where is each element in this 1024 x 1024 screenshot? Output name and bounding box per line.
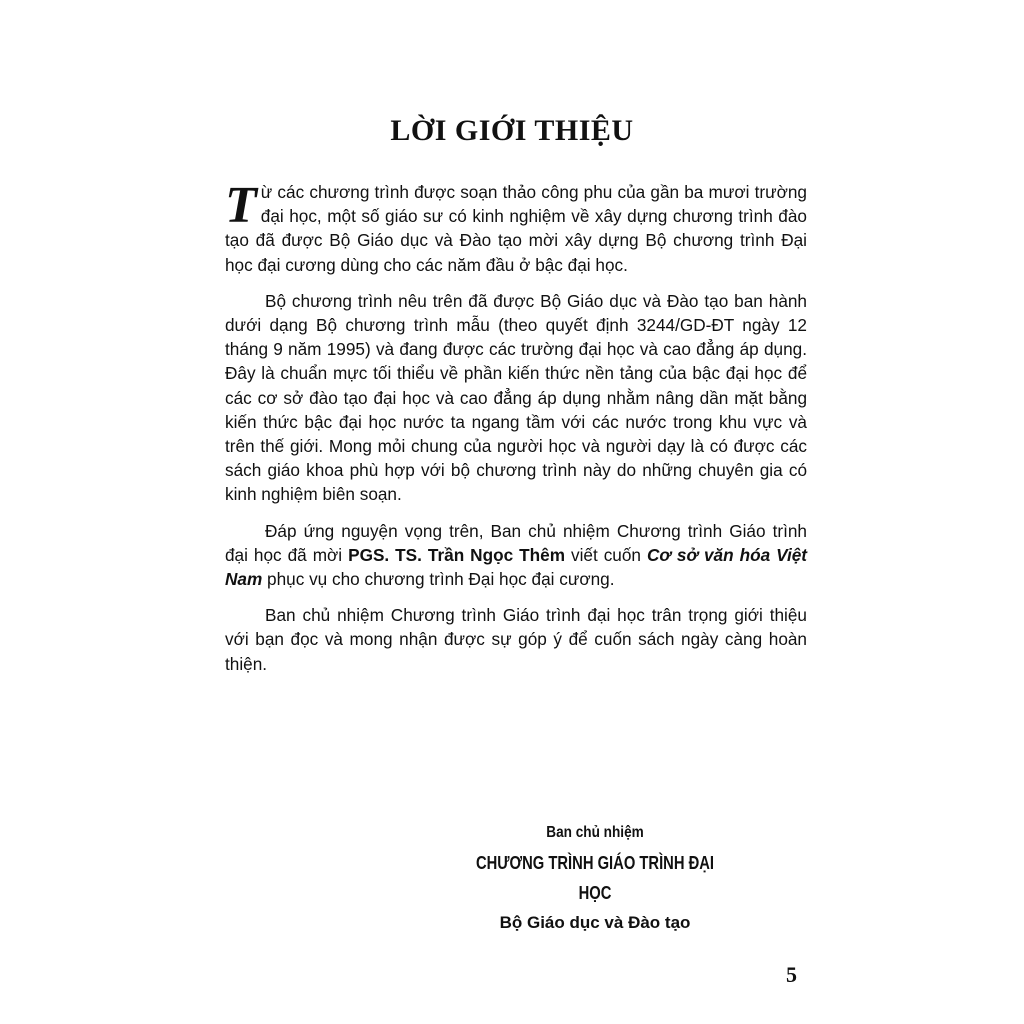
paragraph-4: Ban chủ nhiệm Chương trình Giáo trình đại học trân trọng giới thiệu với bạn đọc và mong nhận được sự góp ý để cuốn sách ngày càng hoàn thiện. [225, 605, 807, 674]
paragraph-3-part-2: viết cuốn [564, 544, 647, 565]
signature-block [430, 818, 760, 938]
drop-cap: T [225, 177, 257, 234]
signature-line-2: CHƯƠNG TRÌNH GIÁO TRÌNH ĐẠI HỌC [475, 853, 715, 903]
author-name: PGS. TS. Trần Ngọc Thêm [348, 544, 565, 565]
paragraph-3-part-1: Đáp ứng nguyện vọng trên, Ban chủ nhiệm Chương trình Giáo trình đại học đã mời [225, 520, 807, 565]
page-title: LỜI GIỚI THIỆU [390, 114, 634, 147]
paragraph-1-text: ừ các chương trình được soạn thảo công phu của gần ba mươi trường đại học, một số giáo sư có kinh nghiệm về xây dựng chương trình đào tạo đã được Bộ Giáo dục và Đào tạo mời xây dựng Bộ chương trình Đại học đại cương dùng cho các năm đầu ở bậc đại học. [225, 182, 807, 275]
paragraph-3-part-3: phục vụ cho chương trình Đại học đại cương. [262, 569, 615, 590]
paragraph-2: Bộ chương trình nêu trên đã được Bộ Giáo dục và Đào tạo ban hành dưới dạng Bộ chương trình mẫu (theo quyết định 3244/GD-ĐT ngày 12 tháng 9 năm 1995) và đang được các trường đại học và cao đẳng áp dụng. Đây là chuẩn mực tối thiểu về phần kiến thức nền tảng của bậc đại học để các cơ sở đào tạo đại học và cao đẳng áp dụng nhằm nâng dần mặt bằng kiến thức bậc đại học nước ta ngang tầm với các nước trong khu vực và trên thế giới. Mong mỏi chung của người học và người dạy là có được các sách giáo khoa phù hợp với bộ chương trình này do những chuyên gia có kinh nghiệm biên soạn. [225, 290, 807, 505]
book-title: Cơ sở văn hóa Việt Nam [225, 544, 808, 590]
body-text [225, 177, 808, 688]
paragraph-1 [225, 177, 807, 277]
page-number: 5 [786, 962, 797, 987]
signature-line-3: Bộ Giáo dục và Đào tạo [499, 913, 691, 932]
paragraph-3 [225, 519, 807, 592]
signature-line-1: Ban chủ nhiệm [546, 824, 644, 841]
